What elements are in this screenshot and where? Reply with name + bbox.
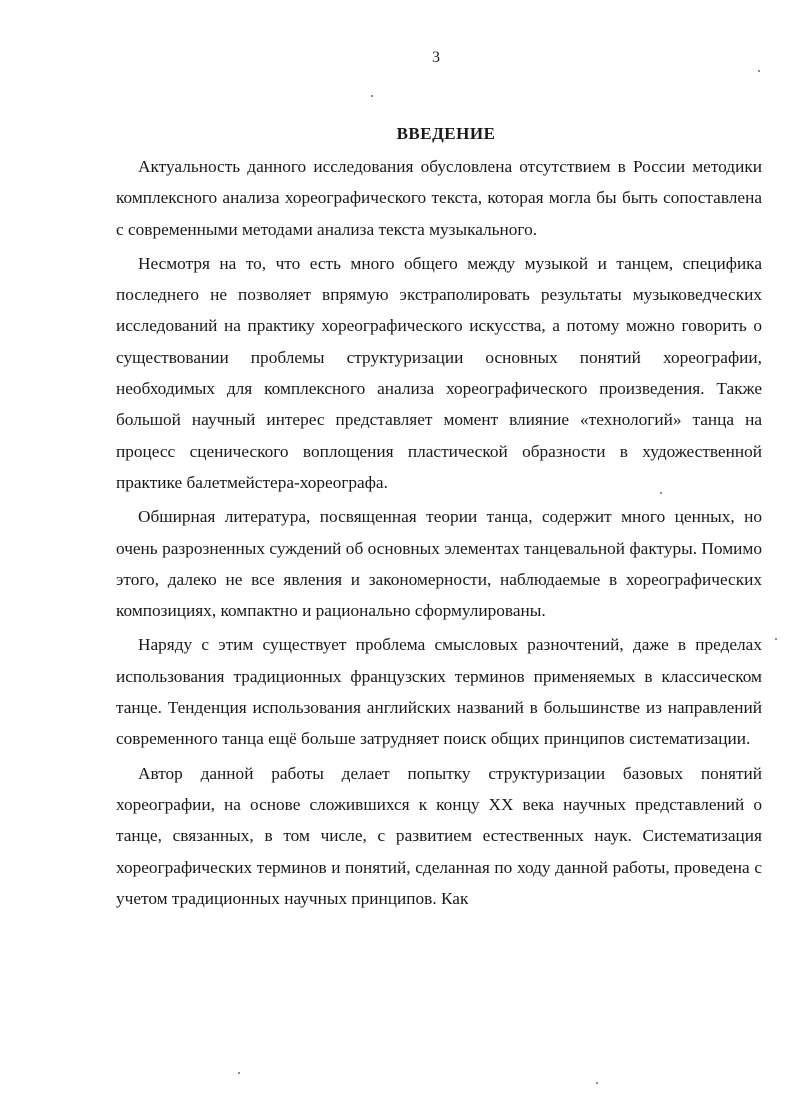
scan-speck — [596, 1082, 598, 1084]
paragraph-terminology: Наряду с этим существует проблема смысловых разночтений, даже в пределах использования традиционных французских терминов применяемых в классическом танце. Тенденция использования английских названий в большинстве из направлений современного танца ещё больше затрудняет поиск общих принципов систематизации. — [116, 635, 762, 749]
scan-speck — [758, 70, 760, 72]
scan-speck — [238, 1072, 240, 1074]
scan-speck — [660, 492, 662, 494]
paragraph-literature: Обширная литература, посвященная теории танца, содержит много ценных, но очень разрозненных суждений об основных элементах танцевальной фактуры. Помимо этого, далеко не все явления и закономерности, наблюдаемые в хореографических композициях, компактно и рационально сформулированы. — [116, 507, 762, 621]
paragraph-relevance: Актуальность данного исследования обусловлена отсутствием в России методики комплексного анализа хореографического текста, которая могла бы быть сопоставлена с современными методами анализа текста музыкального. — [116, 157, 762, 239]
paragraph-specificity: Несмотря на то, что есть много общего между музыкой и танцем, специфика последнего не позволяет впрямую экстраполировать результаты музыковедческих исследований на практику хореографического искусства, а потому можно говорить о существовании проблемы структуризации основных понятий хореографии, необходимых для комплексного анализа хореографического произведения. Также большой научный интерес представляет момент влияние «технологий» танца на процесс сценического воплощения пластической образности в художественной практике балетмейстера-хореографа. — [116, 253, 762, 492]
scan-speck — [371, 95, 373, 97]
section-heading: ВВЕДЕНИЕ — [396, 124, 496, 143]
page-number: 3 — [432, 49, 440, 66]
paragraph-author-attempt: Автор данной работы делает попытку структуризации базовых понятий хореографии, на основе сложившихся к концу XX века научных представлений о танце, связанных, в том числе, с развитием естественных наук. Систематизация хореографических терминов и понятий, сделанная по ходу данной работы, проведена с учетом традиционных научных принципов. Как — [116, 763, 762, 908]
scan-speck — [775, 638, 777, 640]
document-body — [116, 151, 762, 914]
